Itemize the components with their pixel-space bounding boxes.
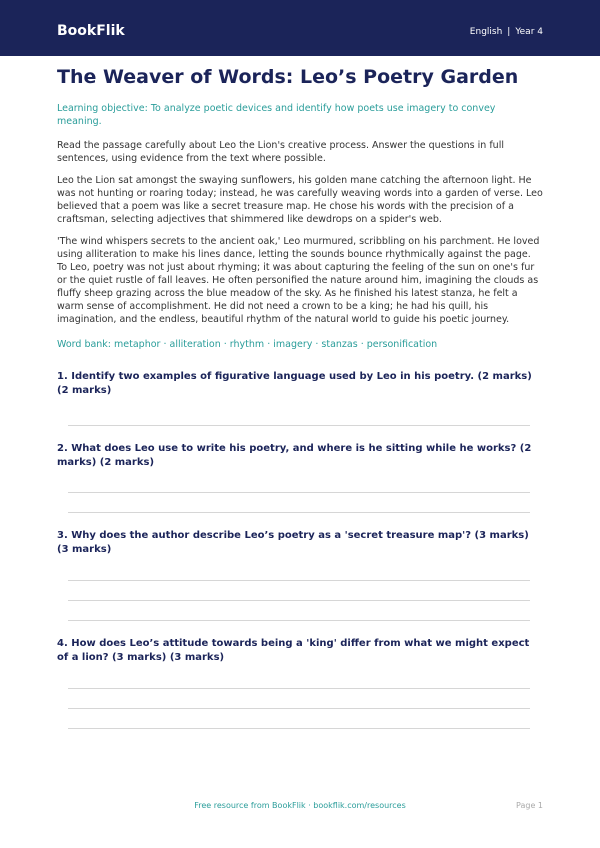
answer-lines-2: [57, 492, 543, 513]
answer-line[interactable]: [68, 581, 530, 601]
level-label: Year 4: [515, 27, 543, 37]
answer-line[interactable]: [68, 406, 530, 426]
footer-link[interactable]: Free resource from BookFlik · bookflik.com/resources: [194, 801, 406, 810]
instructions: Read the passage carefully about Leo the Lion's creative process. Answer the questions in full sentences, using evidence from the text where possible.: [57, 140, 504, 164]
question-1: 1. Identify two examples of figurative language used by Leo in his poetry. (2 marks) (2 marks): [57, 371, 532, 396]
passage-paragraph: Leo the Lion sat amongst the swaying sunflowers, his golden mane catching the afternoon light. He was not hunting or roaring today; instead, he was carefully weaving words into a garden of verse. Leo believed that a poem was like a secret treasure map. He chose his words with the precision of a craftsman, selecting adjectives that shimmered like dewdrops on a spider's web.: [57, 175, 543, 225]
word-bank: Word bank: metaphor · alliteration · rhythm · imagery · stanzas · personification: [57, 339, 438, 350]
passage-paragraph: 'The wind whispers secrets to the ancient oak,' Leo murmured, scribbling on his parchment. He loved using alliteration to make his lines dance, letting the sounds bounce rhythmically against the page. To Leo, poetry was not just about rhyming; it was about capturing the feeling of the sun on one's fur or the quiet rustle of fall leaves. He often personified the nature around him, imagining the clouds as fluffy sheep grazing across the blue meadow of the sky. As he finished his latest stanza, he felt a warm sense of accomplishment. He did not need a crown to be a king; he had his quill, his imagination, and the endless, beautiful rhythm of the natural world to guide his poetic journey.: [57, 236, 540, 325]
answer-lines-4: [57, 688, 543, 729]
header-bar: [0, 0, 600, 56]
worksheet-title: The Weaver of Words: Leo’s Poetry Garden: [57, 66, 519, 88]
answer-lines-1: [57, 406, 543, 426]
answer-lines-3: [57, 580, 543, 621]
answer-line[interactable]: [68, 709, 530, 729]
subject-label: English: [469, 27, 503, 37]
question-2: 2. What does Leo use to write his poetry, and where is he sitting while he works? (2 marks) (2 marks): [57, 443, 532, 468]
answer-line[interactable]: [68, 493, 530, 513]
meta-separator: |: [507, 27, 511, 37]
learning-objective: Learning objective: To analyze poetic devices and identify how poets use imagery to convey meaning.: [57, 103, 496, 127]
subject-meta: [470, 27, 543, 37]
question-3: 3. Why does the author describe Leo’s poetry as a 'secret treasure map'? (3 marks) (3 marks): [57, 530, 529, 555]
brand-logo: BookFlik: [57, 23, 125, 39]
answer-line[interactable]: [68, 601, 530, 621]
worksheet-content: [57, 66, 543, 729]
question-4: 4. How does Leo’s attitude towards being a 'king' differ from what we might expect of a lion? (3 marks) (3 marks): [57, 638, 530, 663]
page-number: Page 1: [516, 801, 543, 810]
answer-line[interactable]: [68, 689, 530, 709]
